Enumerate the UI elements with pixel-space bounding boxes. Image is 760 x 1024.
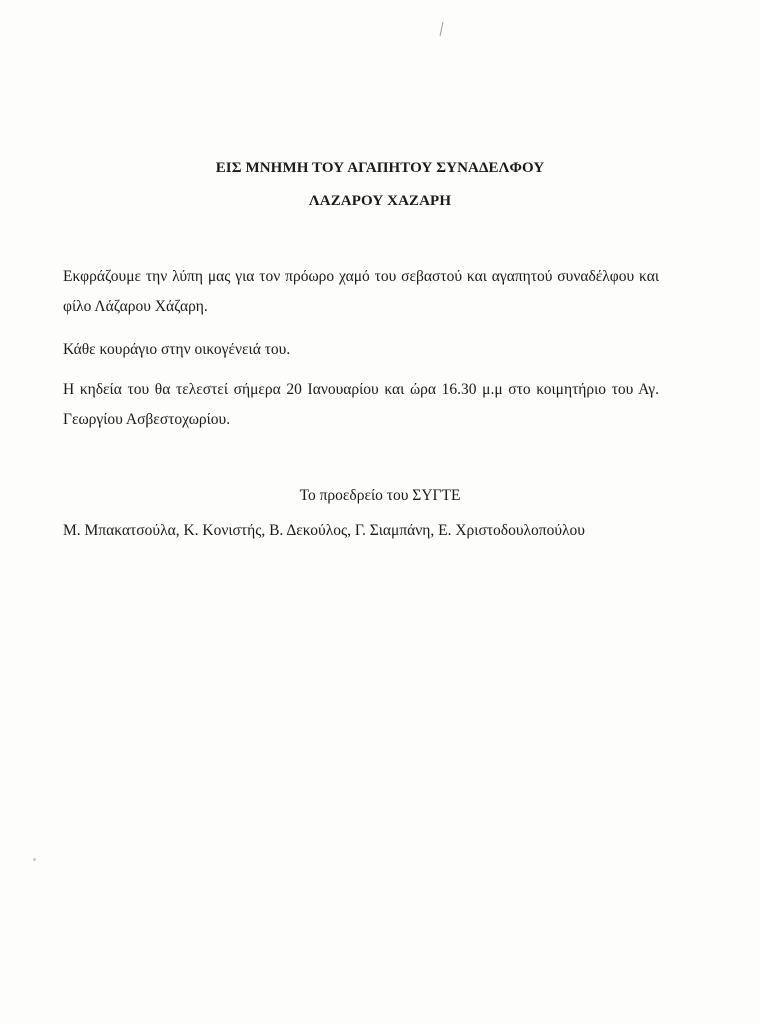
signature-title: Το προεδρείο του ΣΥΓΤΕ: [299, 487, 461, 504]
paragraph-funeral: Η κηδεία του θα τελεστεί σήμερα 20 Ιανουαρίου και ώρα 16.30 μ.μ στο κοιμητήριο του Αγ. Γεωργίου Ασβεστοχωρίου.: [63, 381, 659, 428]
paragraph-family: Κάθε κουράγιο στην οικογένειά του.: [63, 341, 291, 358]
scan-mark: [440, 22, 444, 36]
paragraph-condolence: Εκφράζουμε την λύπη μας για τον πρόωρο χαμό του σεβαστού και αγαπητού συναδέλφου και φίλο Λάζαρου Χάζαρη.: [63, 268, 659, 315]
signatories-list: Μ. Μπακατσούλα, Κ. Κονιστής, Β. Δεκούλος, Γ. Σιαμπάνη, Ε. Χριστοδουλοπούλου: [63, 522, 585, 539]
scan-dot: [33, 858, 36, 861]
heading-title: ΕΙΣ ΜΝΗΜΗ ΤΟΥ ΑΓΑΠΗΤΟΥ ΣΥΝΑΔΕΛΦΟΥ: [215, 160, 545, 176]
heading-name: ΛΑΖΑΡΟΥ ΧΑΖΑΡΗ: [308, 193, 452, 209]
